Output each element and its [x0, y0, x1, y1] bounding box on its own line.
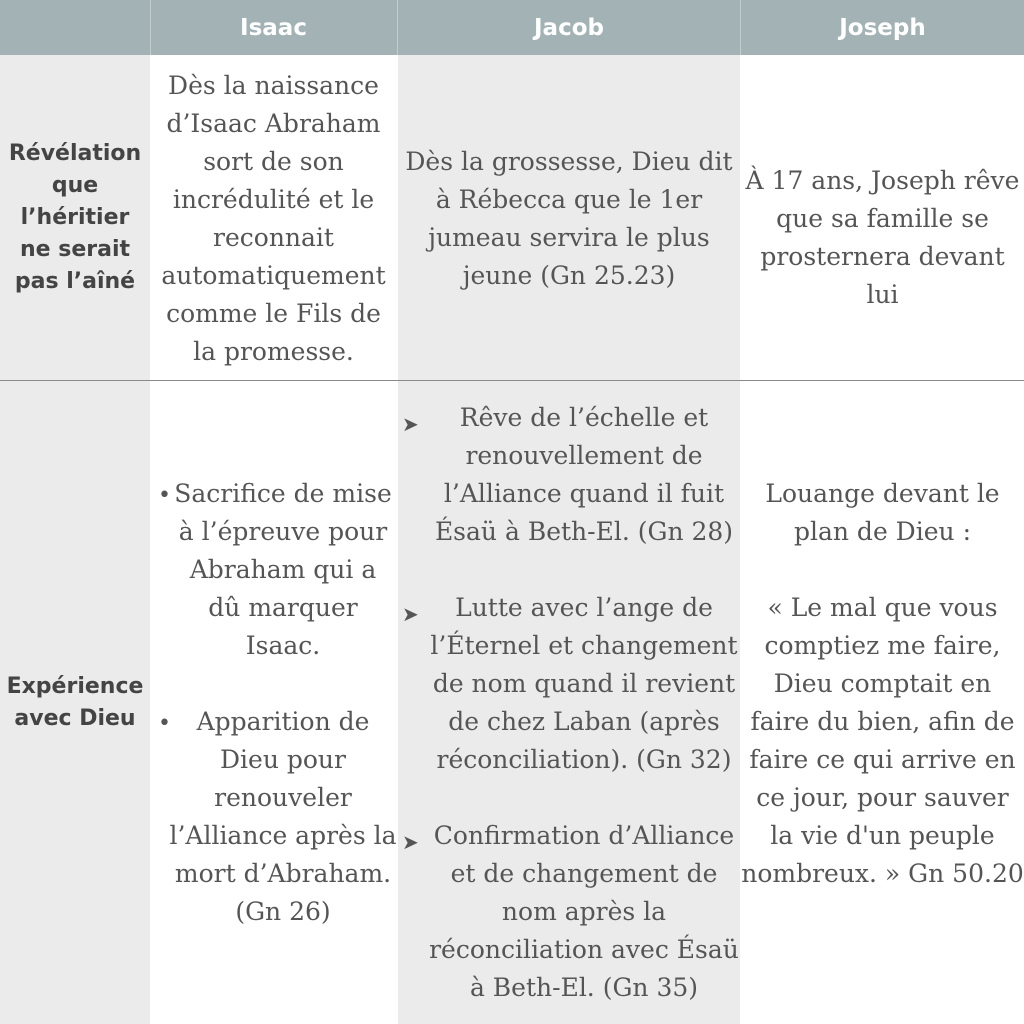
arrow-bullet-icon: ➤: [402, 412, 419, 436]
list-item: Lutte avec l’ange de l’Éternel et changement de nom quand il revient de chez Laban (après réconciliation). (Gn 32): [430, 593, 738, 774]
header-isaac: Isaac: [150, 0, 397, 55]
list-item: Apparition de Dieu pour renouveler l’Alliance après la mort d’Abraham. (Gn 26): [169, 707, 397, 926]
cell-experience-isaac: [150, 381, 397, 1024]
list-item: Rêve de l’échelle et renouvellement de l’Alliance quand il fuit Ésaü à Beth-El. (Gn 28): [434, 403, 734, 546]
row-label-revelation: Révélation que l’héritier ne serait pas l’aîné: [0, 55, 150, 380]
list-item: Sacrifice de mise à l’épreuve pour Abraham qui a dû marquer Isaac.: [174, 479, 392, 660]
cell-experience-joseph: [741, 381, 1024, 1024]
row-label-experience: [0, 381, 150, 1024]
header-corner: [0, 0, 150, 55]
cell-revelation-jacob: Dès la grossesse, Dieu dit à Rébecca que le 1er jumeau servira le plus jeune (Gn 25.23): [398, 55, 740, 380]
arrow-bullet-icon: ➤: [402, 830, 419, 854]
cell-revelation-isaac: Dès la naissance d’Isaac Abraham sort de son incrédulité et le reconnait automatiquement comme le Fils de la promesse.: [150, 55, 397, 380]
bullet-icon: •: [158, 483, 171, 508]
cell-revelation-joseph: À 17 ans, Joseph rêve que sa famille se prosternera devant lui: [741, 55, 1024, 380]
header-joseph: Joseph: [741, 0, 1024, 55]
joseph-intro: Louange devant le plan de Dieu :: [765, 479, 1000, 546]
header-separator: [740, 0, 741, 55]
bullet-icon: •: [158, 711, 171, 736]
header-separator: [150, 0, 151, 55]
arrow-bullet-icon: ➤: [402, 602, 419, 626]
cell-experience-jacob: [398, 381, 740, 1024]
joseph-quote: « Le mal que vous comptiez me faire, Dieu comptait en faire du bien, afin de faire ce qui arrive en ce jour, pour sauver la vie d'un peuple nombreux. » Gn 50.20: [741, 593, 1024, 888]
list-item: Confirmation d’Alliance et de changement de nom après la réconciliation avec Ésaü à Beth-El. (Gn 35): [429, 821, 739, 1002]
header-jacob: Jacob: [398, 0, 740, 55]
row-label-experience-text: Expérience avec Dieu: [6, 673, 144, 731]
header-separator: [397, 0, 398, 55]
